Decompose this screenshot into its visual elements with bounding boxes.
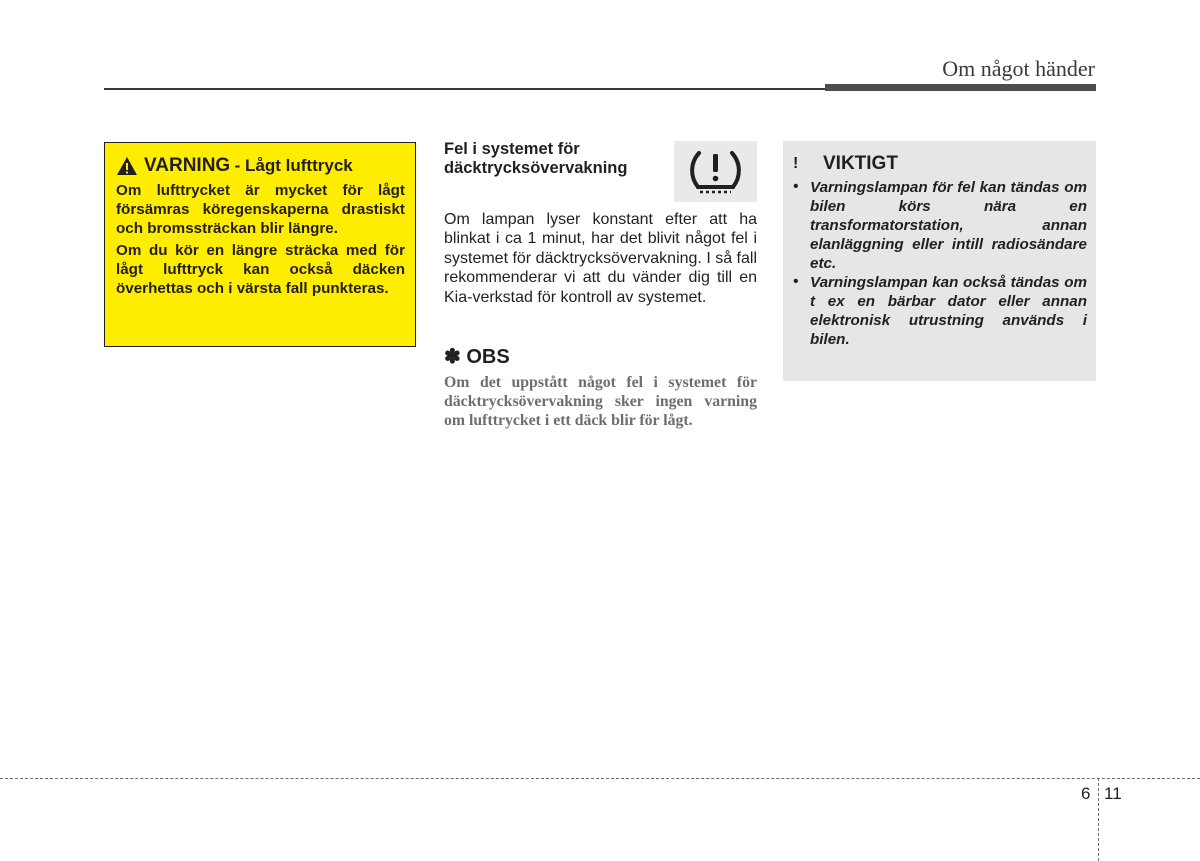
important-item-text: Varningslampan för fel kan tändas om bilen körs nära en transformatorstation, annan elanläggning eller intill radiosändare etc. xyxy=(810,179,1087,272)
chapter-number: 6 xyxy=(1081,784,1091,803)
important-item-text: Varningslampan kan också tändas om t ex en bärbar dator eller annan elektronisk utrustning används i bilen. xyxy=(810,274,1087,348)
exclamation-icon: ! xyxy=(793,155,799,172)
header-rule-accent xyxy=(825,84,1096,91)
warning-label: VARNING xyxy=(144,155,231,176)
section-title: Om något händer xyxy=(942,56,1095,81)
important-title: VIKTIGT xyxy=(823,153,898,174)
obs-title: ✽ OBS xyxy=(444,346,510,368)
warning-subtitle: - Lågt lufttryck xyxy=(234,156,353,175)
tpms-icon-box xyxy=(674,141,757,202)
list-item xyxy=(793,273,1087,349)
warning-triangle-icon xyxy=(116,156,138,176)
list-item xyxy=(793,178,1087,273)
header-rule xyxy=(104,88,825,90)
important-box xyxy=(783,141,1096,381)
warning-paragraph: Om lufttrycket är mycket för lågt försämras köregenskaperna drastiskt och bromssträckan blir längre. xyxy=(116,182,405,237)
important-list xyxy=(793,178,1087,349)
bullet-icon: • xyxy=(793,273,799,290)
tpms-warning-icon xyxy=(674,141,757,202)
tpms-body-text: Om lampan lyser konstant efter att ha blinkat i ca 1 minut, har det blivit något fel i systemet för däcktrycksövervakning. I så fall rekommenderar vi att du vänder dig till en Kia-verkstad för kontroll av systemet. xyxy=(444,211,757,306)
footer-divider xyxy=(0,778,1200,779)
warning-paragraph: Om du kör en längre sträcka med för lågt lufttryck kan också däcken överhettas och i värsta fall punkteras. xyxy=(116,242,405,297)
bullet-icon: • xyxy=(793,178,799,195)
warning-box xyxy=(104,142,416,347)
warning-header xyxy=(116,155,405,177)
obs-text: Om det uppstått något fel i systemet för däcktrycksövervakning sker ingen varning om lufttrycket i ett däck blir för lågt. xyxy=(444,374,757,429)
footer-vertical-divider xyxy=(1098,778,1099,861)
important-header xyxy=(793,153,1087,175)
tpms-heading: Fel i systemet för däcktrycksövervakning xyxy=(444,140,628,177)
page-number: 11 xyxy=(1104,784,1122,803)
obs-note xyxy=(444,344,757,430)
